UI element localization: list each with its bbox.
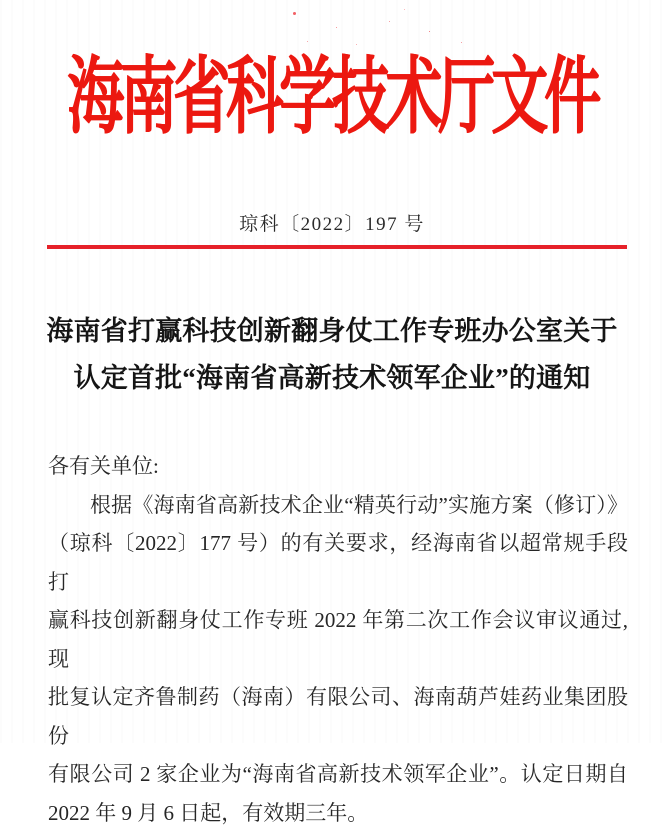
salutation: 各有关单位: xyxy=(48,447,628,486)
body-line: 2022 年 9 月 6 日起，有效期三年。 xyxy=(48,794,628,832)
document-number: 琼科〔2022〕197 号 xyxy=(0,209,664,236)
document-body xyxy=(48,447,628,832)
body-line: 有限公司 2 家企业为“海南省高新技术领军企业”。认定日期自 xyxy=(48,755,628,794)
masthead xyxy=(0,56,664,113)
document-title xyxy=(0,308,664,402)
body-line: 批复认定齐鲁制药（海南）有限公司、海南葫芦娃药业集团股份 xyxy=(48,678,628,755)
body-line: （琼科〔2022〕177 号）的有关要求，经海南省以超常规手段打 xyxy=(48,524,628,601)
body-line: 赢科技创新翻身仗工作专班 2022 年第二次工作会议审议通过,现 xyxy=(48,601,628,678)
body-line: 根据《海南省高新技术企业“精英行动”实施方案（修订）》 xyxy=(48,486,628,525)
masthead-title: 海南省科学技术厅文件 xyxy=(67,56,597,140)
scan-artifact-specks xyxy=(293,12,296,15)
red-divider-rule xyxy=(47,245,627,249)
document-title-line-1: 海南省打赢科技创新翻身仗工作专班办公室关于 xyxy=(0,308,664,355)
document-title-line-2: 认定首批“海南省高新技术领军企业”的通知 xyxy=(0,355,664,402)
